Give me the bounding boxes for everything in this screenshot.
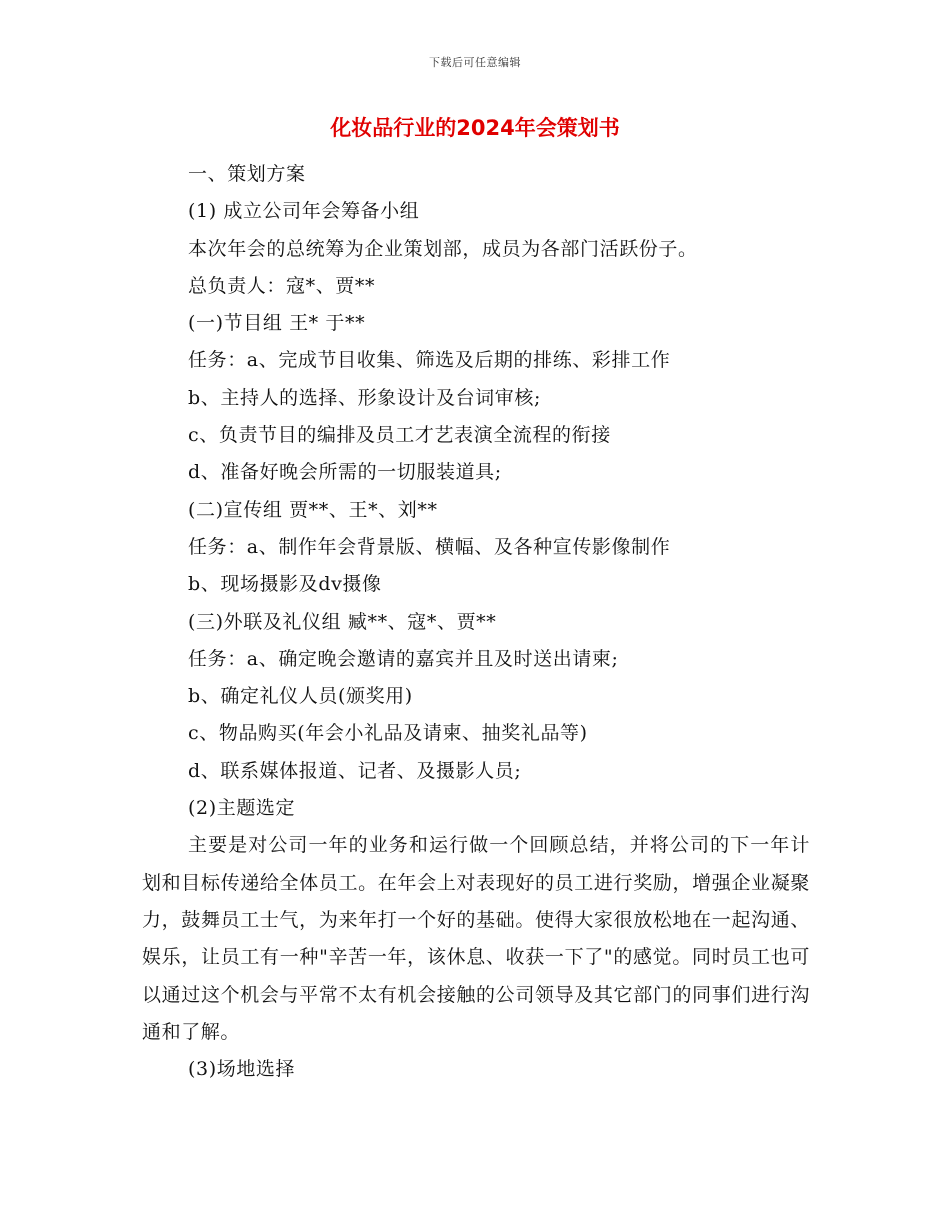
text-line: 任务：a、确定晚会邀请的嘉宾并且及时送出请柬; — [188, 647, 619, 670]
text-line: (三)外联及礼仪组 臧**、寇*、贾** — [188, 610, 497, 633]
text-line: (一)节目组 王* 于** — [188, 312, 366, 335]
text-line: 一、策划方案 — [188, 163, 306, 185]
text-line: (1) 成立公司年会筹备小组 — [188, 200, 420, 223]
text-line: 任务：a、制作年会背景版、横幅、及各种宣传影像制作 — [188, 535, 671, 558]
document-title: 化妆品行业的2024年会策划书 — [330, 116, 620, 140]
text-line: 总负责人：寇*、贾** — [188, 274, 376, 297]
text-line: b、主持人的选择、形象设计及台词审核; — [188, 386, 541, 409]
text-line: (3)场地选择 — [188, 1058, 296, 1081]
text-line: b、现场摄影及dv摄像 — [188, 573, 382, 596]
text-line: c、负责节目的编排及员工才艺表演全流程的衔接 — [188, 424, 611, 447]
text-line: 任务：a、完成节目收集、筛选及后期的排练、彩排工作 — [188, 349, 671, 372]
text-line: c、物品购买(年会小礼品及请柬、抽奖礼品等) — [188, 722, 588, 745]
body-paragraph: 主要是对公司一年的业务和运行做一个回顾总结，并将公司的下一年计划和目标传递给全体员工。在年会上对表现好的员工进行奖励，增强企业凝聚力，鼓舞员工士气，为来年打一个好的基础。使得大家很放松地在一起沟通、娱乐，让员工有一种"辛苦一年，该休息、收获一下了"的感觉。同时员工也可以通过这个机会与平常不太有机会接触的公司领导及其它部门的同事们进行沟通和了解。 — [142, 834, 810, 1043]
document-body — [142, 156, 810, 1088]
text-line: 本次年会的总统筹为企业策划部，成员为各部门活跃份子。 — [188, 237, 698, 260]
text-line: (2)主题选定 — [188, 797, 296, 820]
page-header-note: 下载后可任意编辑 — [429, 56, 521, 69]
text-line: d、准备好晚会所需的一切服装道具; — [188, 461, 502, 484]
text-line: b、确定礼仪人员(颁奖用) — [188, 685, 413, 708]
text-line: d、联系媒体报道、记者、及摄影人员; — [188, 759, 522, 782]
text-line: (二)宣传组 贾**、王*、刘** — [188, 498, 438, 521]
